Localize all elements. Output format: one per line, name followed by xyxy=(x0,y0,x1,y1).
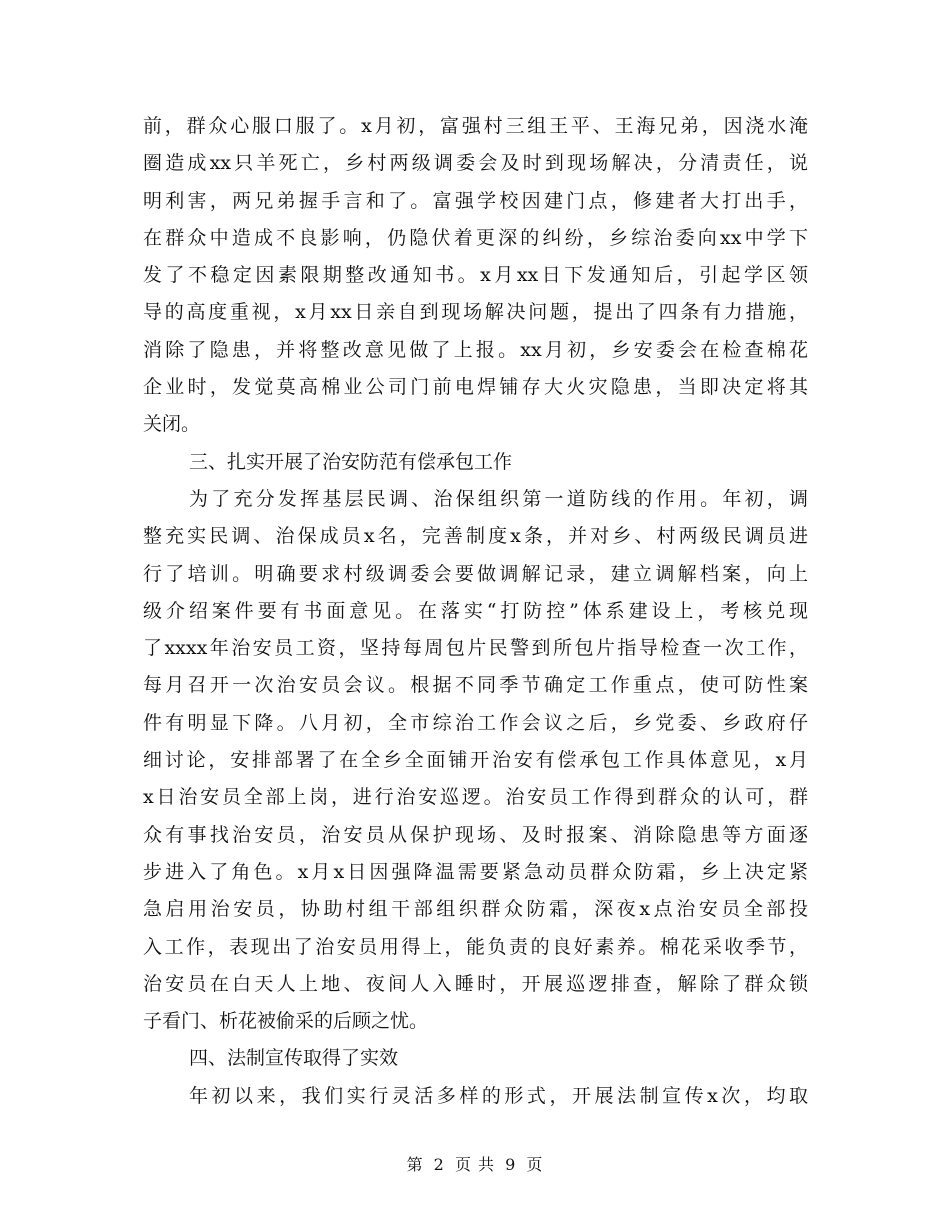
section-heading: 四、法制宣传取得了实效 xyxy=(189,1047,399,1070)
footer-current-page: 2 xyxy=(433,1155,445,1174)
text-line: 为了充分发挥基层民调、治保组织第一道防线的作用。年初，调 xyxy=(189,487,808,510)
text-line: 步进入了角色。x月x日因强降温需要紧急动员群众防霜，乡上决定紧 xyxy=(143,860,808,883)
text-line: 每月召开一次治安员会议。根据不同季节确定工作重点，使可防性案 xyxy=(143,674,808,697)
footer-prefix: 第 xyxy=(406,1155,424,1174)
text-line: 治安员在白天人上地、夜间人入睡时，开展巡逻排查，解除了群众锁 xyxy=(143,972,808,995)
text-line: 急启用治安员，协助村组干部组织群众防霜，深夜x点治安员全部投 xyxy=(143,898,808,921)
text-line: 件有明显下降。八月初，全市综治工作会议之后，乡党委、乡政府仔 xyxy=(143,711,808,734)
text-line: 入工作，表现出了治安员用得上，能负责的良好素养。棉花采收季节， xyxy=(143,935,808,958)
text-line: 企业时，发觉莫高棉业公司门前电焊铺存大火灾隐患，当即决定将其 xyxy=(143,376,808,399)
text-line: 了xxxx年治安员工资，坚持每周包片民警到所包片指导检查一次工作， xyxy=(143,637,808,660)
document-body xyxy=(143,108,808,1115)
page-footer xyxy=(0,1152,950,1175)
text-line: 在群众中造成不良影响，仍隐伏着更深的纠纷，乡综治委向xx中学下 xyxy=(143,226,808,249)
text-line: 行了培训。明确要求村级调委会要做调解记录，建立调解档案，向上 xyxy=(143,562,808,585)
text-line: 关闭。 xyxy=(143,413,201,436)
text-line: 整充实民调、治保成员x名，完善制度x条，并对乡、村两级民调员进 xyxy=(143,525,808,548)
footer-total-pages: 9 xyxy=(505,1155,517,1174)
text-line: 圈造成xx只羊死亡，乡村两级调委会及时到现场解决，分清责任，说 xyxy=(143,152,808,175)
text-line: 前，群众心服口服了。x月初，富强村三组王平、王海兄弟，因浇水淹 xyxy=(143,115,808,137)
text-line: 级介绍案件要有书面意见。在落实“打防控”体系建设上，考核兑现 xyxy=(143,599,808,622)
text-line: 子看门、析花被偷采的后顾之忧。 xyxy=(143,1010,429,1033)
text-line: 消除了隐患，并将整改意见做了上报。xx月初，乡安委会在检查棉花 xyxy=(143,338,808,361)
text-line: 发了不稳定因素限期整改通知书。x月xx日下发通知后，引起学区领 xyxy=(143,264,808,287)
footer-suffix: 页 xyxy=(526,1155,544,1174)
text-line: 导的高度重视，x月xx日亲自到现场解决问题，提出了四条有力措施， xyxy=(143,301,808,324)
text-line: 众有事找治安员，治安员从保护现场、及时报案、消除隐患等方面逐 xyxy=(143,823,808,846)
text-line: 年初以来，我们实行灵活多样的形式，开展法制宣传x次，均取 xyxy=(189,1084,808,1107)
section-heading: 三、扎实开展了治安防范有偿承包工作 xyxy=(189,450,513,473)
text-line: 明利害，两兄弟握手言和了。富强学校因建门点，修建者大打出手， xyxy=(143,189,808,212)
text-line: x日治安员全部上岗，进行治安巡逻。治安员工作得到群众的认可，群 xyxy=(143,786,808,809)
footer-middle: 页 共 xyxy=(454,1155,496,1174)
text-line: 细讨论，安排部署了在全乡全面铺开治安有偿承包工作具体意见，x月 xyxy=(143,749,808,772)
